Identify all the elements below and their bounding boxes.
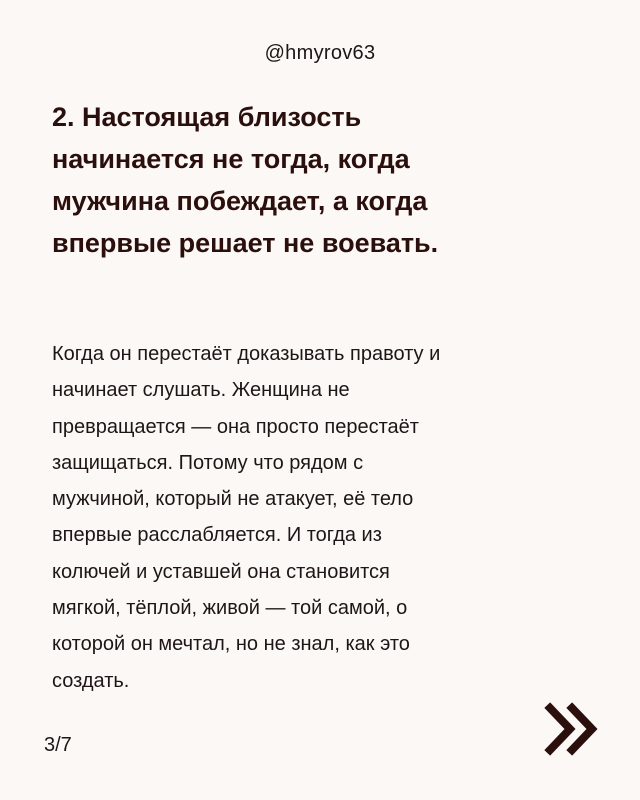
author-handle: @hmyrov63	[264, 42, 376, 64]
slide-heading: 2. Настоящая близость начинается не тогда, когда мужчина побеждает, а когда впервые решает не воевать.	[52, 102, 439, 258]
page-counter: 3/7	[44, 734, 72, 756]
next-slide-button[interactable]	[544, 702, 604, 756]
double-chevron-right-icon	[544, 702, 604, 756]
slide-body-text: Когда он перестаёт доказывать правоту и начинает слушать. Женщина не превращается — она просто перестаёт защищаться. Потому что рядом с мужчиной, который не атакует, её тело впервые расслабляется. И тогда из колючей и уставшей она становится мягкой, тёплой, живой — той самой, о которой он мечтал, но не знал, как это создать.	[52, 343, 441, 692]
